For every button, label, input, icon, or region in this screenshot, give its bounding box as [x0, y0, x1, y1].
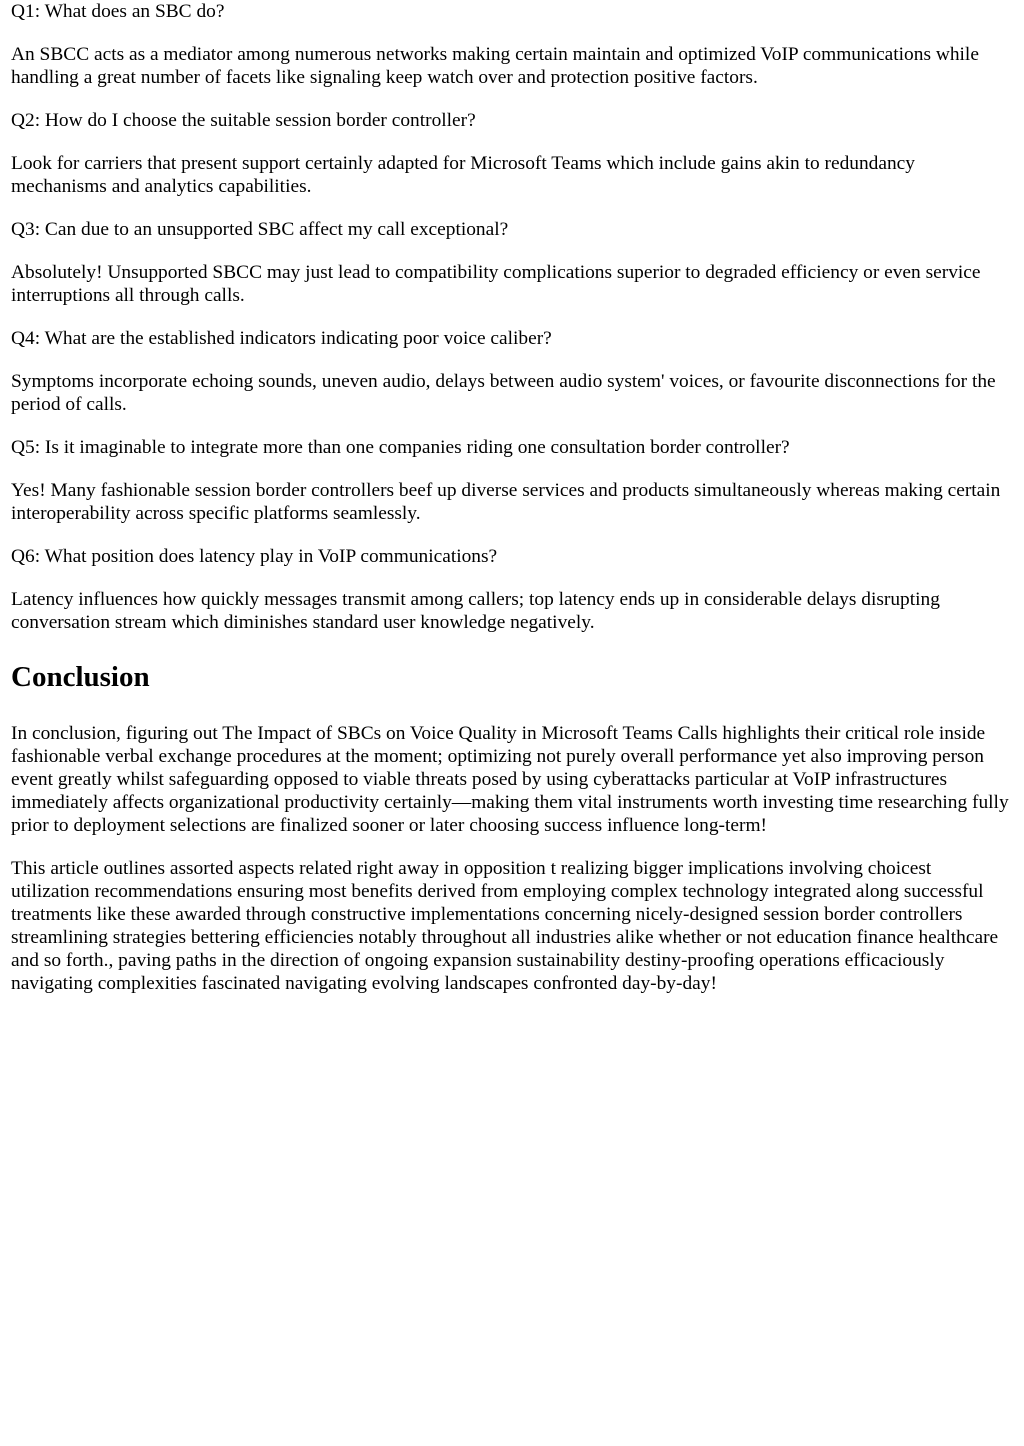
faq-answer-5: Yes! Many fashionable session border controllers beef up diverse services and products simultaneously whereas making certain interoperability across specific platforms seamlessly.	[11, 480, 1001, 524]
conclusion-paragraph-1: In conclusion, figuring out The Impact of SBCs on Voice Quality in Microsoft Teams Calls highlights their critical role inside fashionable verbal exchange procedures at the moment; optimizing not purely overall performance yet also improving person event greatly whilst safeguarding opposed to viable threats posed by using cyberattacks particular at VoIP infrastructures immediately affects organizational productivity certainly—making them vital instruments worth investing time researching fully prior to deployment selections are finalized sooner or later choosing success influence long-term!	[11, 723, 1009, 836]
conclusion-paragraph-2: This article outlines assorted aspects related right away in opposition t realizing bigger implications involving choicest utilization recommendations ensuring most benefits derived from employing complex technology integrated along successful treatments like these awarded through constructive implementations concerning nicely-designed session border controllers streamlining strategies bettering efficiencies notably throughout all industries alike whether or not education finance healthcare and so forth., paving paths in the direction of ongoing expansion sustainability destiny-proofing operations efficaciously navigating complexities fascinated navigating evolving landscapes confronted day-by-day!	[11, 858, 999, 994]
faq-answer-2: Look for carriers that present support certainly adapted for Microsoft Teams which include gains akin to redundancy mechanisms and analytics capabilities.	[11, 153, 915, 197]
faq-answer-6: Latency influences how quickly messages transmit among callers; top latency ends up in considerable delays disrupting conversation stream which diminishes standard user knowledge negatively.	[11, 589, 940, 633]
faq-question-6: Q6: What position does latency play in VoIP communications?	[11, 546, 498, 567]
faq-answer-1: An SBCC acts as a mediator among numerous networks making certain maintain and optimized VoIP communications while handling a great number of facets like signaling keep watch over and protection positive factors.	[11, 44, 979, 88]
faq-question-4: Q4: What are the established indicators indicating poor voice caliber?	[11, 328, 552, 349]
faq-question-2: Q2: How do I choose the suitable session border controller?	[11, 110, 476, 131]
faq-question-3: Q3: Can due to an unsupported SBC affect my call exceptional?	[11, 219, 509, 240]
faq-answer-3: Absolutely! Unsupported SBCC may just lead to compatibility complications superior to degraded efficiency or even service interruptions all through calls.	[11, 262, 981, 306]
conclusion-heading: Conclusion	[11, 661, 150, 693]
faq-question-1: Q1: What does an SBC do?	[11, 1, 225, 22]
faq-answer-4: Symptoms incorporate echoing sounds, uneven audio, delays between audio system' voices, or favourite disconnections for the period of calls.	[11, 371, 996, 415]
faq-question-5: Q5: Is it imaginable to integrate more than one companies riding one consultation border controller?	[11, 437, 790, 458]
article-content	[11, 0, 1013, 995]
